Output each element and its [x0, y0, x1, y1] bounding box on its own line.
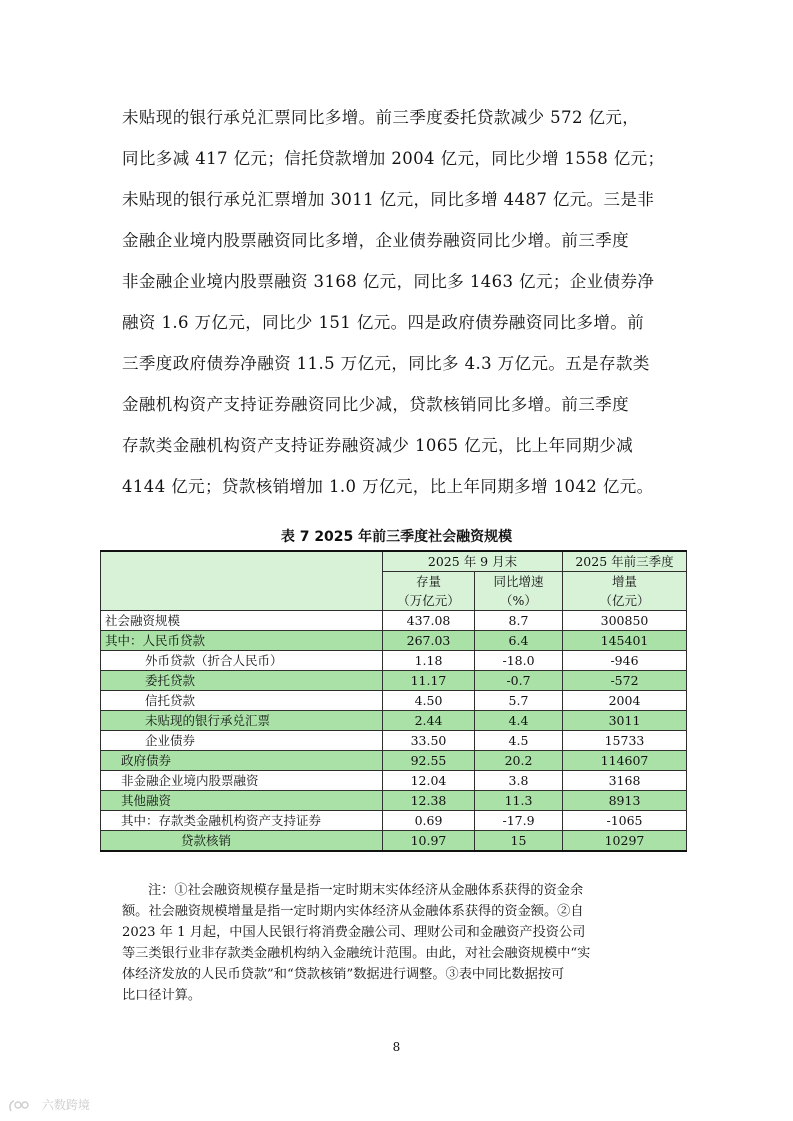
group-header-september: 2025 年 9 月末	[383, 551, 563, 572]
col-header-increment-unit: （亿元）	[599, 593, 650, 608]
body-paragraph	[122, 97, 682, 507]
table-row	[101, 671, 687, 691]
table-row	[101, 791, 687, 811]
row-label: 其中：人民币贷款	[101, 631, 383, 651]
note-line: 2023 年 1 月起，中国人民银行将消费金融公司、理财公司和金融资产投资公司	[122, 925, 586, 940]
cell-stock: 0.69	[383, 811, 475, 831]
cell-increment: 3168	[563, 771, 687, 791]
table-notes	[122, 880, 680, 1006]
cell-growth: -0.7	[475, 671, 563, 691]
row-label: 信托贷款	[101, 691, 383, 711]
cell-increment: -1065	[563, 811, 687, 831]
row-label: 企业债券	[101, 731, 383, 751]
note-line: 注：①社会融资规模存量是指一定时期末实体经济从金融体系获得的资金余	[148, 883, 584, 898]
cell-growth: 11.3	[475, 791, 563, 811]
group-header-three-quarters: 2025 年前三季度	[563, 551, 687, 572]
col-header-increment-label: 增量	[611, 574, 637, 589]
cell-stock: 33.50	[383, 731, 475, 751]
col-header-growth-unit: （%）	[500, 593, 537, 608]
watermark-logo-icon	[8, 1099, 38, 1113]
cell-increment: -946	[563, 651, 687, 671]
paragraph-line: 非金融企业境内股票融资 3168 亿元，同比多 1463 亿元；企业债券净	[122, 272, 655, 291]
row-label: 政府债券	[101, 751, 383, 771]
cell-stock: 2.44	[383, 711, 475, 731]
paragraph-line: 金融企业境内股票融资同比多增，企业债券融资同比少增。前三季度	[122, 231, 629, 250]
row-label: 其他融资	[101, 791, 383, 811]
col-header-stock-unit: （万亿元）	[397, 593, 460, 608]
col-header-growth	[475, 572, 563, 611]
cell-stock: 437.08	[383, 611, 475, 631]
paragraph-line: 未贴现的银行承兑汇票增加 3011 亿元，同比多增 4487 亿元。三是非	[122, 190, 655, 209]
table-row	[101, 631, 687, 651]
table-row	[101, 751, 687, 771]
row-label: 委托贷款	[101, 671, 383, 691]
watermark-text: 六数跨境	[41, 1098, 90, 1112]
table-row	[101, 691, 687, 711]
note-line: 体经济发放的人民币贷款”和“贷款核销”数据进行调整。③表中同比数据按可	[122, 967, 565, 982]
paragraph-line: 金融机构资产支持证券融资同比少减，贷款核销同比多增。前三季度	[122, 395, 629, 414]
table-title: 表 7 2025 年前三季度社会融资规模	[280, 529, 513, 545]
col-header-stock	[383, 572, 475, 611]
cell-increment: 2004	[563, 691, 687, 711]
table-row	[101, 831, 687, 852]
cell-stock: 10.97	[383, 831, 475, 852]
paragraph-line: 4144 亿元；贷款核销增加 1.0 万亿元，比上年同期多增 1042 亿元。	[122, 477, 654, 496]
cell-growth: 20.2	[475, 751, 563, 771]
cell-increment: 145401	[563, 631, 687, 651]
cell-stock: 11.17	[383, 671, 475, 691]
paragraph-line: 存款类金融机构资产支持证券融资减少 1065 亿元，比上年同期少减	[122, 436, 634, 455]
table-row	[101, 731, 687, 751]
col-header-increment	[563, 572, 687, 611]
note-line: 额。社会融资规模增量是指一定时期内实体经济从金融体系获得的资金额。②自	[122, 904, 584, 919]
paragraph-line: 未贴现的银行承兑汇票同比多增。前三季度委托贷款减少 572 亿元，	[122, 108, 640, 127]
cell-increment: 300850	[563, 611, 687, 631]
cell-stock: 12.38	[383, 791, 475, 811]
cell-growth: 4.5	[475, 731, 563, 751]
cell-growth: -17.9	[475, 811, 563, 831]
row-label: 贷款核销	[101, 831, 383, 852]
cell-stock: 12.04	[383, 771, 475, 791]
cell-growth: 6.4	[475, 631, 563, 651]
note-line: 比口径计算。	[122, 988, 202, 1003]
table-corner-cell	[101, 551, 383, 611]
financing-table	[100, 550, 687, 852]
cell-increment: 15733	[563, 731, 687, 751]
cell-stock: 1.18	[383, 651, 475, 671]
cell-stock: 92.55	[383, 751, 475, 771]
note-line: 等三类银行业非存款类金融机构纳入金融统计范围。由此，对社会融资规模中“实	[122, 946, 591, 961]
paragraph-line: 融资 1.6 万亿元，同比少 151 亿元。四是政府债券融资同比多增。前	[122, 313, 645, 332]
cell-stock: 267.03	[383, 631, 475, 651]
page-number: 8	[392, 1040, 401, 1054]
col-header-stock-label: 存量	[415, 574, 441, 589]
table-row	[101, 771, 687, 791]
row-label: 未贴现的银行承兑汇票	[101, 711, 383, 731]
cell-increment: 8913	[563, 791, 687, 811]
watermark	[8, 1096, 90, 1113]
table-row	[101, 711, 687, 731]
row-label: 外币贷款（折合人民币）	[101, 651, 383, 671]
cell-stock: 4.50	[383, 691, 475, 711]
cell-growth: 15	[475, 831, 563, 852]
row-label: 社会融资规模	[101, 611, 383, 631]
cell-increment: 3011	[563, 711, 687, 731]
table-row	[101, 811, 687, 831]
paragraph-line: 同比多减 417 亿元；信托贷款增加 2004 亿元，同比少增 1558 亿元；	[122, 149, 665, 168]
cell-increment: 114607	[563, 751, 687, 771]
row-label: 其中：存款类金融机构资产支持证券	[101, 811, 383, 831]
cell-growth: -18.0	[475, 651, 563, 671]
col-header-growth-label: 同比增速	[493, 574, 544, 589]
cell-increment: 10297	[563, 831, 687, 852]
table-row	[101, 611, 687, 631]
cell-growth: 4.4	[475, 711, 563, 731]
cell-growth: 3.8	[475, 771, 563, 791]
paragraph-line: 三季度政府债券净融资 11.5 万亿元，同比多 4.3 万亿元。五是存款类	[122, 354, 650, 373]
table-row	[101, 651, 687, 671]
cell-growth: 5.7	[475, 691, 563, 711]
cell-growth: 8.7	[475, 611, 563, 631]
row-label: 非金融企业境内股票融资	[101, 771, 383, 791]
cell-increment: -572	[563, 671, 687, 691]
